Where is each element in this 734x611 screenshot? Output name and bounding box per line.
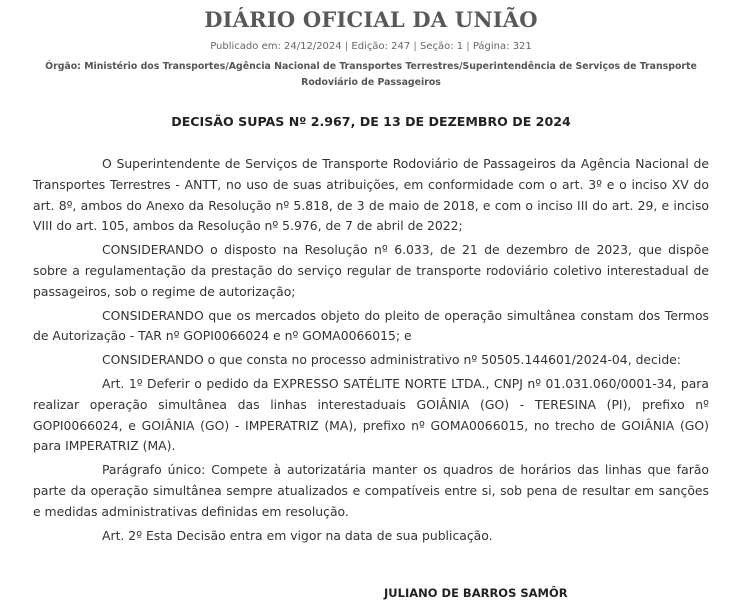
publication-meta — [0, 41, 734, 52]
article-1-paragraph: Art. 1º Deferir o pedido da EXPRESSO SATÉLITE NORTE LTDA., CNPJ nº 01.031.060/0001-34, para realizar operação simultânea das linhas interestaduais GOIÂNIA (GO) - TERESINA (PI), prefixo nº GOPI0066024, e GOIÂNIA (GO) - IMPERATRIZ (MA), prefixo nº GOMA0066015, no trecho de GOIÂNIA (GO) para IMPERATRIZ (MA). — [33, 375, 709, 454]
meta-separator: | — [463, 41, 473, 52]
sole-paragraph: Parágrafo único: Compete à autorizatária manter os quadros de horários das linhas que farão parte da operação simultânea sempre atualizados e compatíveis entre si, sob pena de resultar em sanções e medidas administrativas definidas em resolução. — [33, 462, 709, 519]
masthead-title: DIÁRIO OFICIAL DA UNIÃO — [204, 7, 538, 32]
considering-paragraph: CONSIDERANDO o que consta no processo administrativo nº 50505.144601/2024-04, decide: — [102, 352, 681, 368]
edition-number: Edição: 247 — [351, 41, 411, 52]
considering-paragraph: CONSIDERANDO o disposto na Resolução nº 6.033, de 21 de dezembro de 2023, que dispõe sobre a regulamentação da prestação do serviço regular de transporte rodoviário coletivo interestadual de passageiros, sob o regime de autorização; — [33, 242, 709, 299]
meta-separator: | — [410, 41, 420, 52]
decision-body — [33, 154, 709, 549]
decision-title: DECISÃO SUPAS Nº 2.967, DE 13 DE DEZEMBRO DE 2024 — [171, 114, 571, 129]
considering-paragraph: CONSIDERANDO que os mercados objeto do pleito de operação simultânea constam dos Termos de Autorização - TAR nº GOPI0066024 e nº GOMA0066015; e — [33, 307, 709, 344]
meta-separator: | — [341, 41, 352, 52]
signatory-name: JULIANO DE BARROS SAMÔR — [384, 586, 568, 600]
preamble-paragraph: O Superintendente de Serviços de Transporte Rodoviário de Passageiros da Agência Nacional de Transportes Terrestres - ANTT, no uso de suas atribuições, em conformidade com o art. 3º e o inciso XV do art. 8º, ambos do Anexo da Resolução nº 5.818, de 3 de maio de 2018, e com o inciso III do art. 29, e inciso VIII do art. 105, ambos da Resolução nº 5.976, de 7 de abril de 2022; — [33, 156, 709, 234]
issuing-organ: Órgão: Ministério dos Transportes/Agência Nacional de Transportes Terrestres/Superintendência de Serviços de Transporte Rodoviário de Passageiros — [45, 61, 697, 88]
section-number: Seção: 1 — [419, 41, 464, 52]
article-2-paragraph: Art. 2º Esta Decisão entra em vigor na data de sua publicação. — [102, 527, 493, 543]
published-date: Publicado em: 24/12/2024 — [210, 41, 342, 52]
page-number: Página: 321 — [472, 41, 532, 52]
